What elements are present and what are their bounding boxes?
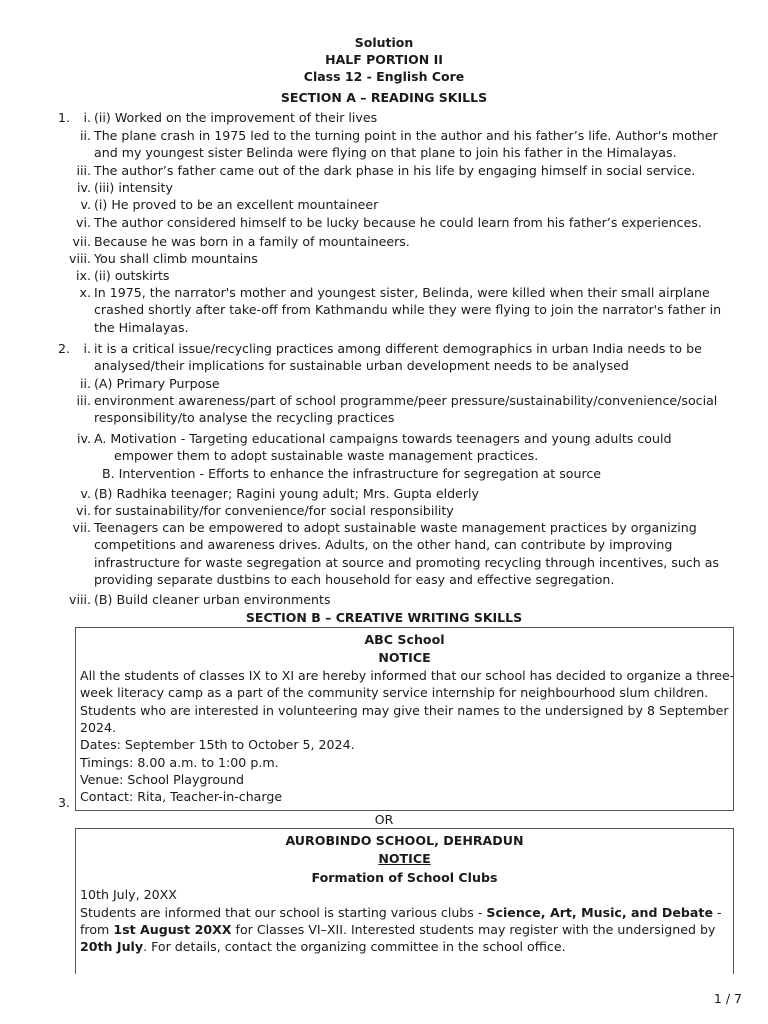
notice-1-line: week literacy camp as a part of the community service internship for neighbourhood slum children. (80, 685, 709, 701)
answer-line: competitions and awareness drives. Adults, on the other hand, can contribute by improving (94, 537, 673, 553)
answer-line: You shall climb mountains (94, 251, 258, 266)
notice-2-line-3: 20th July. For details, contact the organizing committee in the school office. (80, 939, 566, 954)
answer-line: (i) He proved to be an excellent mountaineer (94, 197, 379, 212)
answer-number: v. (80, 486, 91, 501)
answer-line: The author considered himself to be lucky because he could learn from his father’s experiences. (94, 215, 702, 230)
notice-2-line-1: Students are informed that our school is starting various clubs - Science, Art, Music, and Debate - (80, 905, 722, 920)
answer-line: it is a critical issue/recycling practices among different demographics in urban India needs to be (94, 341, 702, 356)
notice-2-school: AUROBINDO SCHOOL, DEHRADUN (285, 833, 524, 848)
answer-line: environment awareness/part of school programme/peer pressure/sustainability/convenience/social (94, 393, 718, 408)
section-a-heading: SECTION A – READING SKILLS (280, 90, 488, 105)
answer-line: for sustainability/for convenience/for social responsibility (94, 503, 454, 518)
answer-line: In 1975, the narrator's mother and youngest sister, Belinda, were killed when their small airplane (94, 285, 710, 300)
answer-line: analysed/their implications for sustainable urban development needs to be analysed (94, 358, 629, 374)
answer-number: ii. (79, 128, 91, 143)
notice-2-date: 10th July, 20XX (80, 887, 177, 902)
portion-label: HALF PORTION II (325, 52, 443, 67)
notice-1-line: All the students of classes IX to XI are hereby informed that our school has decided to organize a three- (80, 668, 735, 683)
answer-line: (B) Build cleaner urban environments (94, 592, 331, 607)
answer-number: ix. (76, 268, 91, 283)
answer-line: The plane crash in 1975 led to the turning point in the author and his father’s life. Author's mother (94, 128, 718, 143)
notice-1-line: 2024. (80, 719, 117, 735)
answer-number: vi. (76, 503, 91, 518)
notice-2-subheading: Formation of School Clubs (311, 870, 498, 885)
answer-line: (iii) intensity (94, 180, 173, 195)
answer-number: viii. (69, 251, 91, 266)
q1-number: 1. (57, 110, 70, 125)
answer-number: v. (80, 197, 91, 212)
notice-2-heading: NOTICE (378, 851, 431, 866)
answer-number: iii. (76, 393, 91, 408)
answer-line: crashed shortly after take-off from Kathmandu while they were flying to join the narrator's father in (94, 302, 722, 318)
section-b-heading: SECTION B – CREATIVE WRITING SKILLS (245, 610, 523, 625)
notice-1-line: Dates: September 15th to October 5, 2024. (80, 737, 355, 753)
notice-1-heading: NOTICE (378, 650, 431, 665)
answer-line: empower them to adopt sustainable waste management practices. (94, 448, 539, 464)
answer-number: i. (83, 341, 91, 356)
notice-1-line: Venue: School Playground (80, 771, 244, 787)
answer-line: Because he was born in a family of mountaineers. (94, 234, 410, 249)
notice-1-line: Timings: 8.00 a.m. to 1:00 p.m. (80, 754, 279, 770)
answer-number: iii. (76, 163, 91, 178)
answer-line: (B) Radhika teenager; Ragini young adult; Mrs. Gupta elderly (94, 486, 480, 501)
notice-1-line: Students who are interested in volunteering may give their names to the undersigned by 8 September (80, 702, 729, 718)
answer-line: B. Intervention - Efforts to enhance the infrastructure for segregation at source (94, 465, 602, 481)
answer-number: vii. (72, 520, 91, 535)
answer-line: A. Motivation - Targeting educational campaigns towards teenagers and young adults could (94, 431, 672, 446)
answer-line: providing separate dustbins to each household for easy and effective segregation. (94, 571, 615, 587)
notice-box-1 (75, 627, 734, 811)
answer-number: i. (83, 110, 91, 125)
q2-number: 2. (57, 341, 70, 356)
notice-1-line: Contact: Rita, Teacher-in-charge (80, 789, 283, 805)
answer-line: The author’s father came out of the dark phase in his life by engaging himself in social service. (94, 163, 696, 178)
page-indicator: 1 / 7 (713, 991, 742, 1006)
answer-number: x. (79, 285, 91, 300)
answer-line: (ii) Worked on the improvement of their lives (94, 110, 378, 125)
answer-line: infrastructure for waste segregation at source and promoting recycling through incentives, such as (94, 554, 719, 570)
answer-number: ii. (79, 376, 91, 391)
answer-number: iv. (77, 180, 91, 195)
answer-line: responsibility/to analyse the recycling practices (94, 410, 395, 426)
or-separator: OR (374, 812, 394, 827)
answer-line: (A) Primary Purpose (94, 376, 220, 391)
question-3-number: 3. (57, 795, 70, 810)
answer-number: vii. (72, 234, 91, 249)
answer-number: iv. (77, 431, 91, 446)
notice-box-2 (75, 828, 734, 974)
class-label: Class 12 - English Core (303, 69, 465, 84)
notice-1-school: ABC School (364, 632, 445, 647)
answer-line: Teenagers can be empowered to adopt sustainable waste management practices by organizing (94, 520, 697, 535)
answer-number: vi. (76, 215, 91, 230)
answer-line: and my youngest sister Belinda were flying on that plane to join his father in the Himalayas. (94, 145, 677, 161)
notice-2-line-2: from 1st August 20XX for Classes VI–XII. Interested students may register with the undersigned by (80, 922, 716, 937)
answer-line: the Himalayas. (94, 319, 189, 335)
answer-line: (ii) outskirts (94, 268, 170, 283)
doc-title: Solution (354, 35, 414, 50)
answer-number: viii. (69, 592, 91, 607)
